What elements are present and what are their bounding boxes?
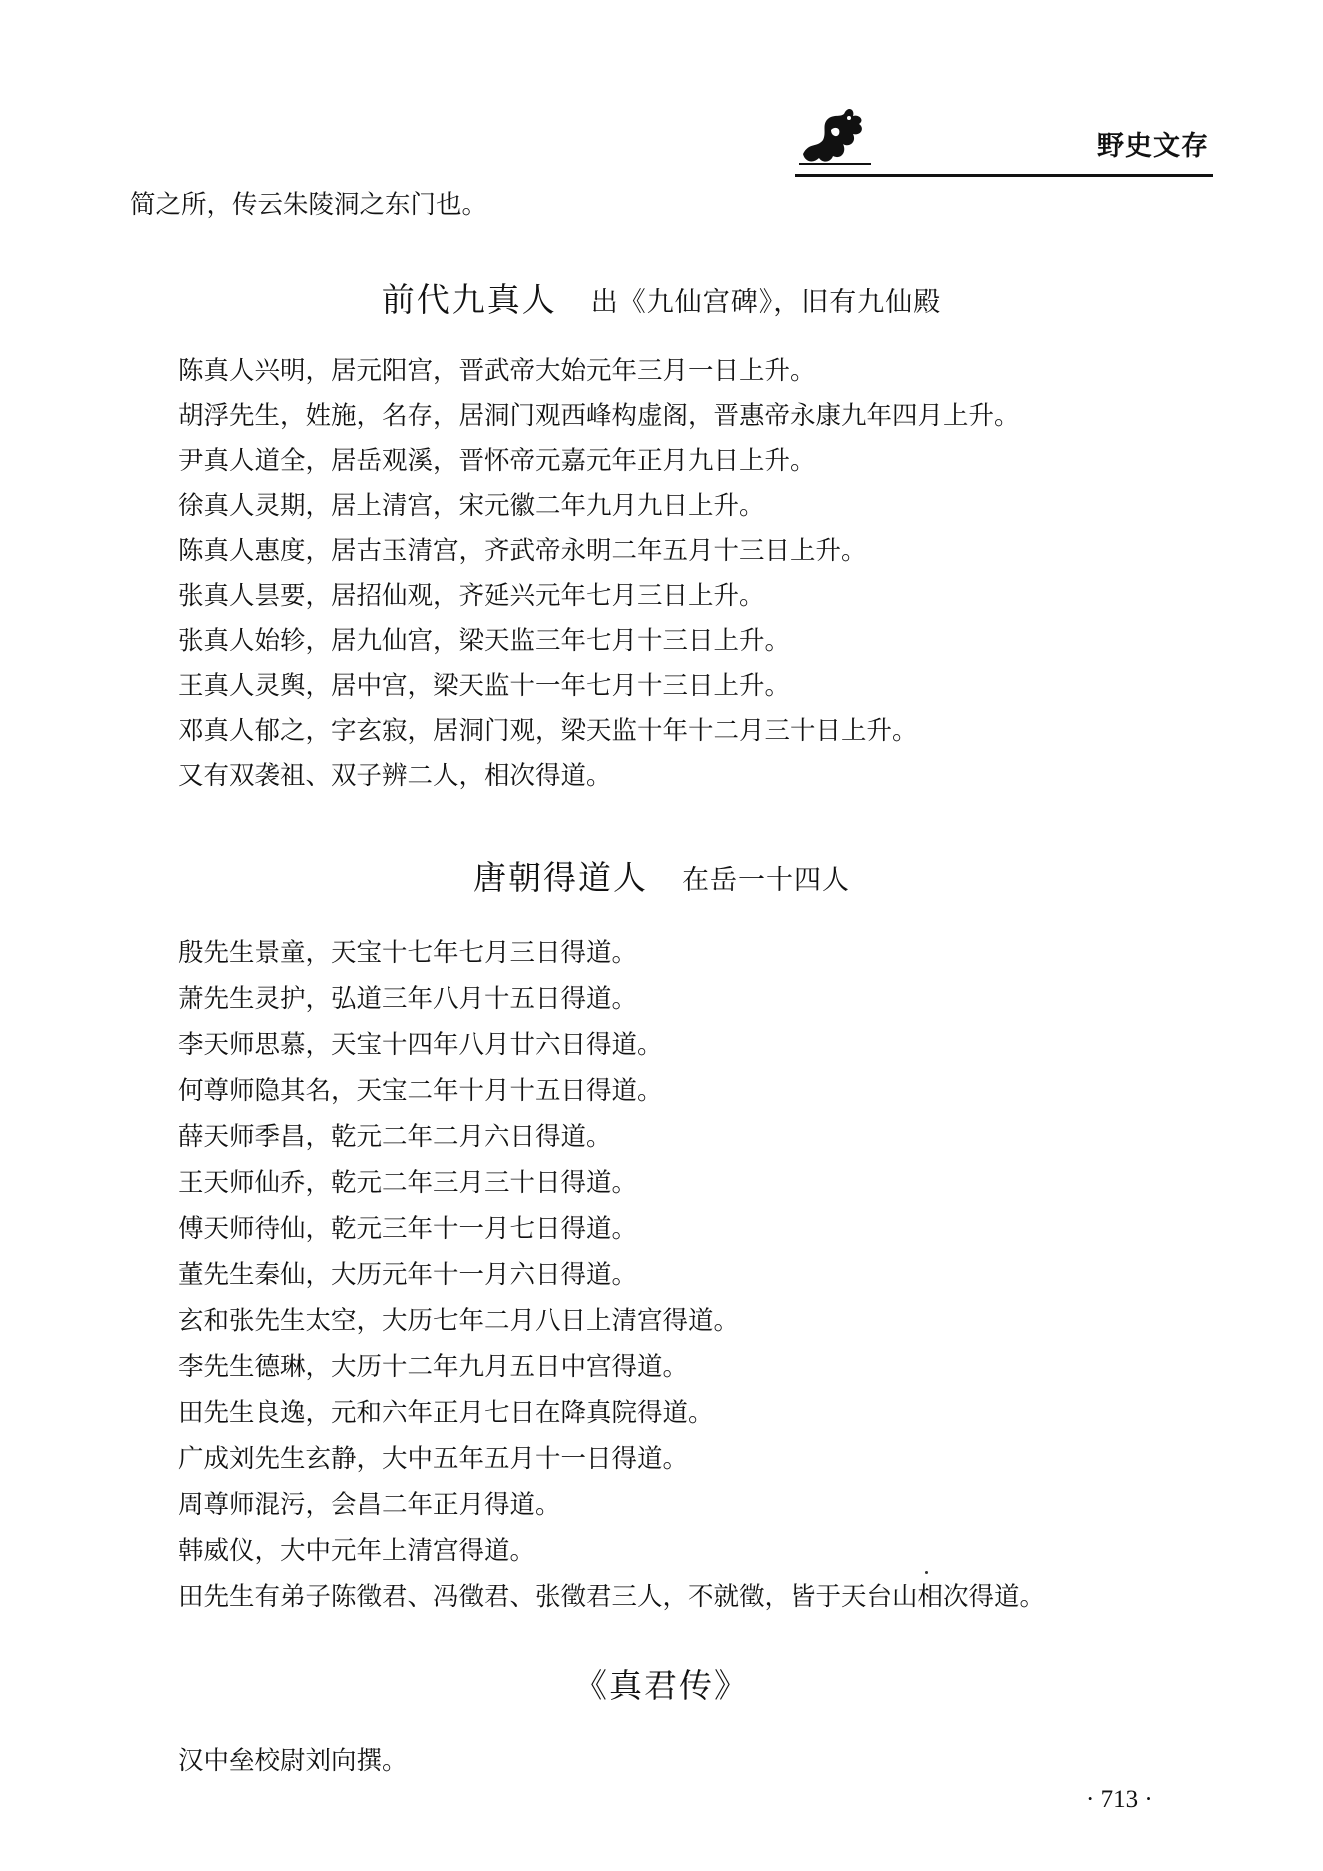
text-line: 萧先生灵护，弘道三年八月十五日得道。 (178, 984, 638, 1014)
page-number: · 713 · (1086, 1786, 1153, 1813)
text-line: 胡浮先生，姓施，名存，居洞门观西峰构虚阁，晋惠帝永康九年四月上升。 (178, 401, 1020, 431)
text-line: 傅天师待仙，乾元三年十一月七日得道。 (178, 1214, 638, 1244)
header-title: 野史文存 (1097, 131, 1209, 162)
text-line: 李天师思慕，天宝十四年八月廿六日得道。 (178, 1030, 663, 1060)
text-line: 汉中垒校尉刘向撰。 (178, 1746, 408, 1776)
text-line: 玄和张先生太空，大历七年二月八日上清宫得道。 (178, 1306, 740, 1336)
text-line: 尹真人道全，居岳观溪，晋怀帝元嘉元年正月九日上升。 (178, 446, 816, 476)
section3-title: 《真君传》 (574, 1666, 749, 1705)
text-line: 张真人昙要，居招仙观，齐延兴元年七月三日上升。 (178, 581, 765, 611)
header-rule (795, 174, 1213, 177)
text-line: 又有双袭祖、双子辨二人，相次得道。 (178, 761, 612, 791)
text-line: 韩威仪，大中元年上清宫得道。 (178, 1536, 536, 1566)
text-line: 董先生秦仙，大历元年十一月六日得道。 (178, 1260, 638, 1290)
scan-speck (925, 1571, 928, 1574)
text-line: 殷先生景童，天宝十七年七月三日得道。 (178, 938, 638, 968)
text-line: 陈真人惠度，居古玉清宫，齐武帝永明二年五月十三日上升。 (178, 536, 867, 566)
text-line: 陈真人兴明，居元阳宫，晋武帝大始元年三月一日上升。 (178, 356, 816, 386)
text-line: 何尊师隐其名，天宝二年十月十五日得道。 (178, 1076, 663, 1106)
intro-line: 简之所，传云朱陵洞之东门也。 (130, 190, 488, 220)
section1-title: 前代九真人 (381, 280, 557, 319)
text-line: 田先生有弟子陈徵君、冯徵君、张徵君三人，不就徵，皆于天台山相次得道。 (178, 1582, 1046, 1612)
section2-note: 在岳一十四人 (682, 865, 850, 896)
text-line: 王天师仙乔，乾元二年三月三十日得道。 (178, 1168, 638, 1198)
text-line: 徐真人灵期，居上清宫，宋元徽二年九月九日上升。 (178, 491, 765, 521)
text-line: 李先生德琳，大历十二年九月五日中宫得道。 (178, 1352, 689, 1382)
text-line: 薛天师季昌，乾元二年二月六日得道。 (178, 1122, 612, 1152)
text-line: 邓真人郁之，字玄寂，居洞门观，梁天监十年十二月三十日上升。 (178, 716, 918, 746)
section3-heading (0, 1660, 1323, 1707)
text-line: 广成刘先生玄静，大中五年五月十一日得道。 (178, 1444, 689, 1474)
dragon-emblem-icon (795, 102, 875, 170)
section2-heading (0, 852, 1323, 899)
text-line: 周尊师混污，会昌二年正月得道。 (178, 1490, 561, 1520)
text-line: 王真人灵舆，居中宫，梁天监十一年七月十三日上升。 (178, 671, 791, 701)
section1-note: 出《九仙宫碑》，旧有九仙殿 (590, 287, 942, 318)
text-line: 田先生良逸，元和六年正月七日在降真院得道。 (178, 1398, 714, 1428)
section2-title: 唐朝得道人 (473, 858, 648, 897)
text-line: 张真人始轸，居九仙宫，梁天监三年七月十三日上升。 (178, 626, 791, 656)
section1-heading (0, 274, 1323, 321)
running-header (795, 100, 1213, 180)
